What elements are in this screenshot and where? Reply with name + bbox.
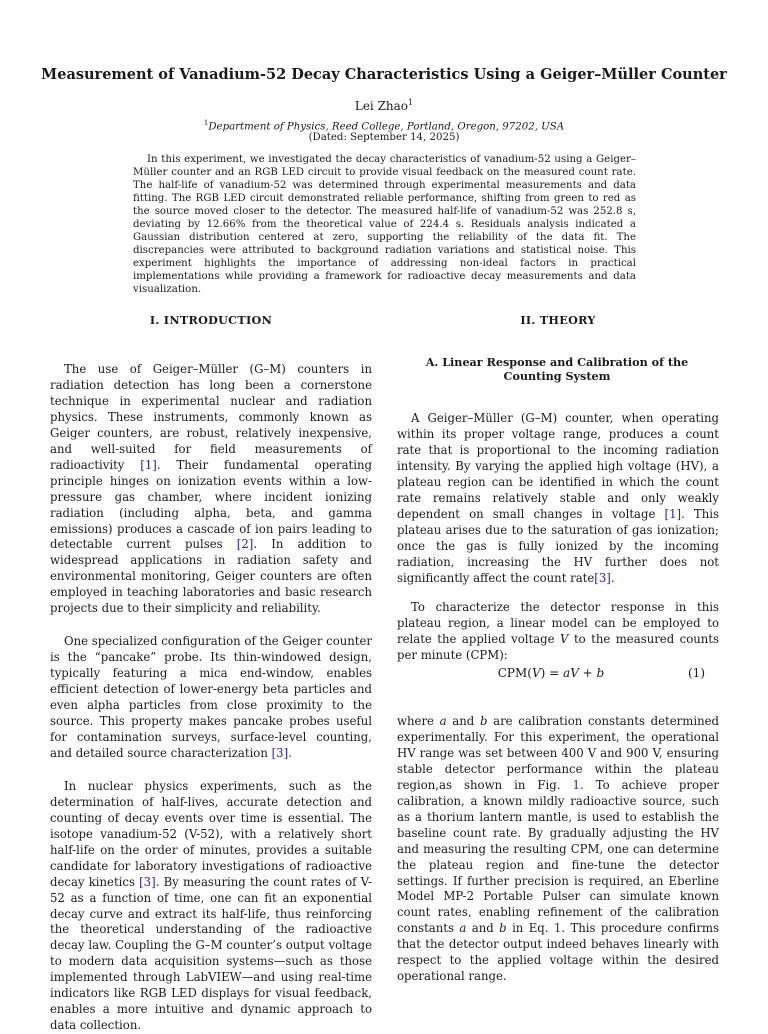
figure-link[interactable]: 1 xyxy=(572,777,580,792)
author-name: Lei Zhao xyxy=(354,99,409,113)
theory-column-top xyxy=(397,411,719,664)
intro-paragraph-3: In nuclear physics experiments, such as the determination of half-lives, accurate detection and counting of decay events over time is essential. The isotope vanadium-52 (V-52), with a relatively short half-life on the order of minutes, provides a suitable candidate for laboratory investigations of radioactive decay kinetics [3]. By measuring the count rates of V-52 as a function of time, one can fit an exponential decay curve and extract its half-life, thus reinforcing the theoretical understanding of the radioactive decay law. Coupling the G–M counter’s output voltage to modern data acquisition systems—such as those implemented through LabVIEW—and using real-time indicators like RGB LED displays for visual feedback, enables a more intuitive and dynamic approach to data collection. xyxy=(50,778,373,1033)
citation-link[interactable]: [3] xyxy=(139,874,156,889)
affiliation-text: Department of Physics, Reed College, Portland, Oregon, 97202, USA xyxy=(208,121,565,133)
author-superscript: 1 xyxy=(408,98,414,107)
intro-paragraph-2: One specialized configuration of the Geiger counter is the “pancake” probe. Its thin-windowed design, typically featuring a mica end-window, enables efficient detection of lower-energy beta particles and even alpha particles from close proximity to the source. This property makes pancake probes useful for contamination surveys, surface-level counting, and detailed source characterization [3]. xyxy=(50,634,372,760)
theory-column-bottom xyxy=(397,714,719,985)
citation-link[interactable]: [2] xyxy=(236,537,254,552)
citation-link[interactable]: [3] xyxy=(271,745,289,760)
subsection-a-heading: A. Linear Response and Calibration of the Counting System xyxy=(425,355,689,383)
abstract: In this experiment, we investigated the decay characteristics of vanadium-52 using a Geiger–Müller counter and an RGB LED circuit to provide visual feedback on the measured count rate. The half-life of vanadium-52 was determined through experimental measurements and data fitting. The RGB LED circuit demonstrated reliable performance, shifting from green to red as the source moved closer to the detector. The measured half-life of vanadium-52 was 252.8 s, deviating by 12.66% from the theoretical value of 224.4 s. Residuals analysis indicated a Gaussian distribution centered at zero, supporting the reliability of the data fit. The discrepancies were attributed to background radiation variations and statistical noise. This experiment highlights the importance of addressing non-ideal factors in practical implementations while providing a framework for radioactive decay measurements and data visualization. xyxy=(133,154,636,295)
dated-line: (Dated: September 14, 2025) xyxy=(308,132,460,143)
intro-column xyxy=(50,362,372,1034)
citation-link[interactable]: [1] xyxy=(140,457,157,472)
affiliation-superscript: 1 xyxy=(203,119,209,127)
paper-title: Measurement of Vanadium-52 Decay Characteristics Using a Geiger–Müller Counter xyxy=(41,66,727,83)
intro-paragraph-1: The use of Geiger–Müller (G–M) counters in radiation detection has long been a cornerstone technique in experimental nuclear and radiation physics. These instruments, commonly known as Geiger counters, are robust, relatively inexpensive, and well-suited for field measurements of radioactivity [1]. Their fundamental operating principle hinges on ionization events within a low-pressure gas chamber, where incident ionizing radiation (including alpha, beta, and gamma emissions) produces a cascade of ion pairs leading to detectable current pulses [2]. In addition to widespread applications in radiation safety and environmental monitoring, Geiger counters are often employed in teaching laboratories and basic research projects due to their simplicity and reliability. xyxy=(50,362,372,616)
theory-heading: II. THEORY xyxy=(520,313,596,327)
author-line xyxy=(40,98,728,113)
theory-paragraph-1: A Geiger–Müller (G–M) counter, when operating within its proper voltage range, produces a count rate that is proportional to the incoming radiation intensity. By varying the applied high voltage (HV), a plateau region can be identified in which the count rate remains relatively stable and only weakly dependent on small changes in voltage [1]. This plateau arises due to the saturation of gas ionization; once the gas is fully ionized by the incoming radiation, increasing the HV further does not significantly affect the count rate[3]. xyxy=(397,411,719,585)
equation-body: CPM(V) = aV + b xyxy=(497,666,605,680)
theory-paragraph-2: To characterize the detector response in this plateau region, a linear model can be employed to relate the applied voltage V to the measured counts per minute (CPM): xyxy=(397,600,719,663)
equation-link[interactable]: 1 xyxy=(553,921,562,936)
theory-paragraph-3: where a and b are calibration constants determined experimentally. For this experiment, the operational HV range was set between 400 V and 900 V, ensuring stable detector performance within the plateau region,as shown in Fig. 1. To achieve proper calibration, a known mildly radioactive source, such as a thorium lantern mantle, is used to establish the baseline count rate. By gradually adjusting the HV and measuring the resulting CPM, one can determine the plateau region and fine-tune the detector settings. If further precision is required, an Eberline Model MP-2 Portable Pulser can simulate known count rates, enabling refinement of the calibration constants a and b in Eq. 1. This procedure confirms that the detector output indeed behaves linearly with respect to the applied voltage within the desired operational range. xyxy=(397,714,719,984)
intro-heading: I. INTRODUCTION xyxy=(149,313,273,327)
equation-number: (1) xyxy=(688,666,705,680)
citation-link[interactable]: [3] xyxy=(594,570,611,585)
affiliation-line xyxy=(40,119,728,132)
citation-link[interactable]: [1] xyxy=(664,506,682,521)
